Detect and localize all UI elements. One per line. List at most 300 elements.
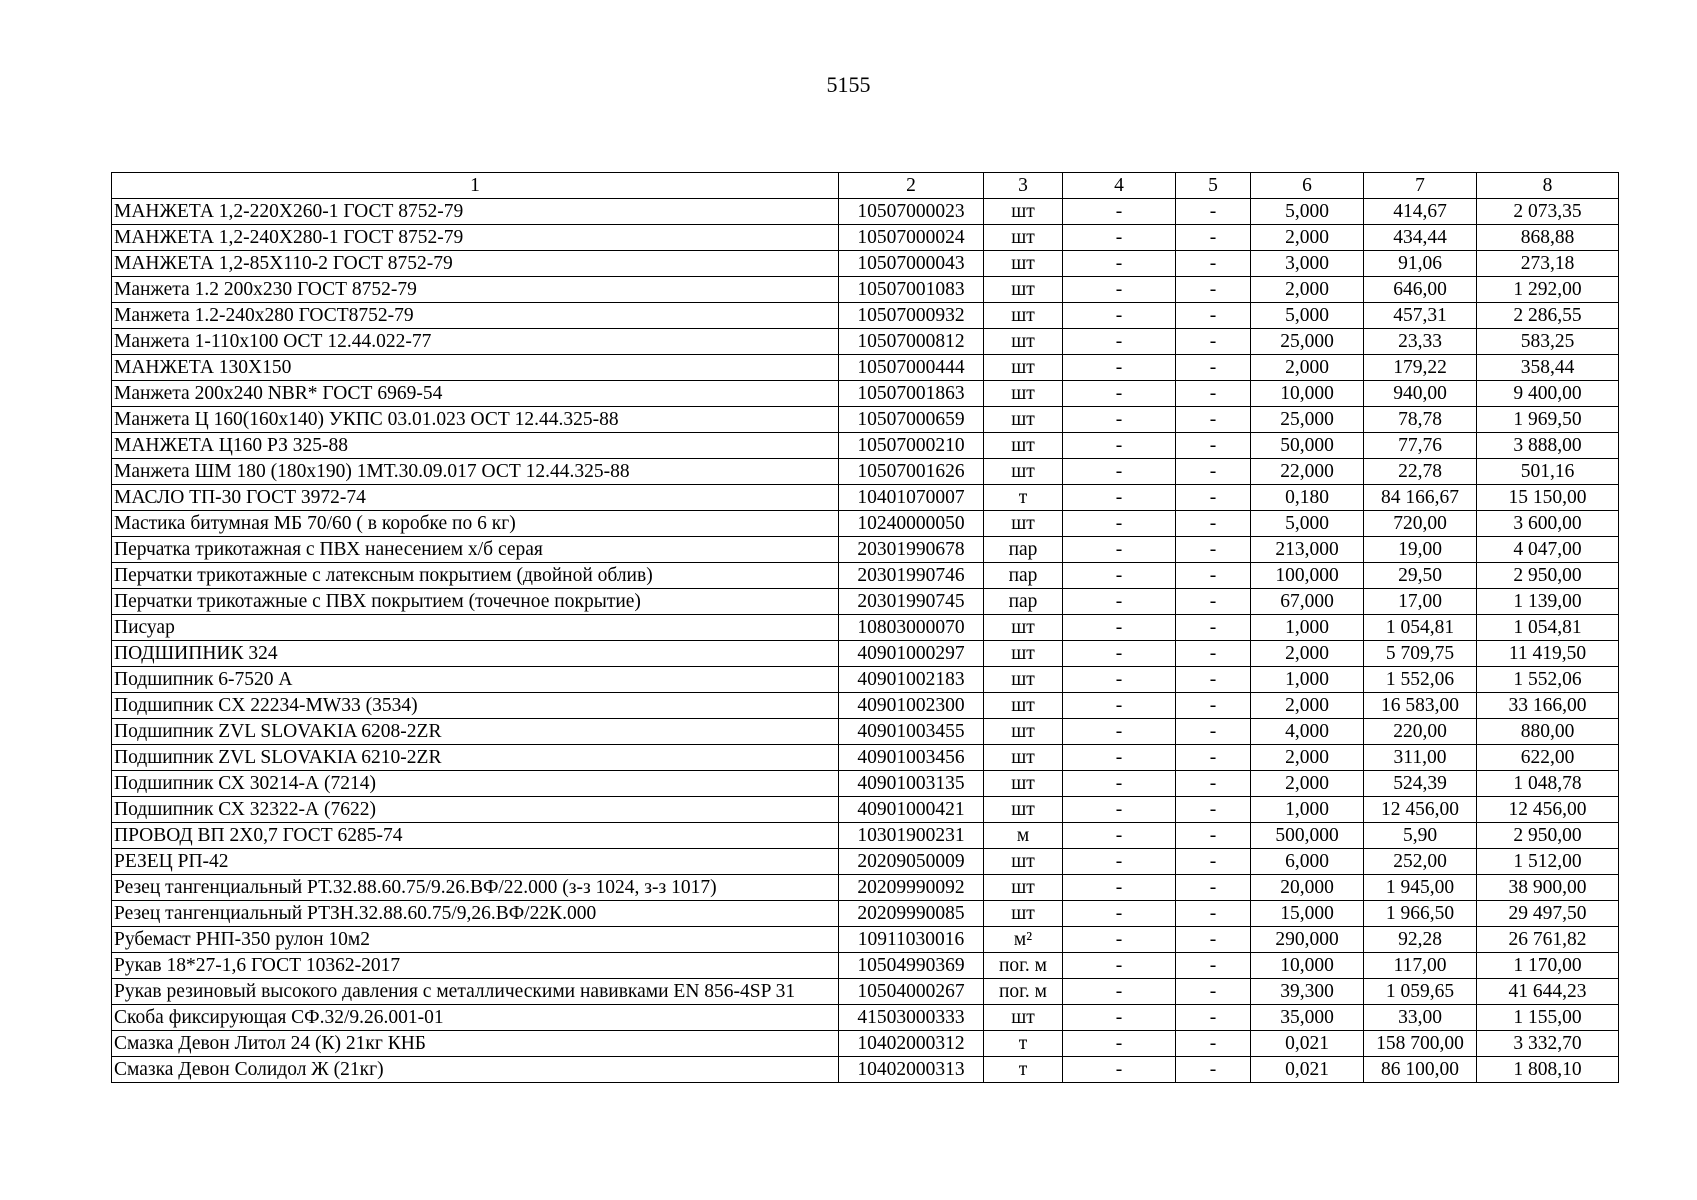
quantity-cell: 20,000 <box>1251 875 1364 901</box>
price-cell: 5 709,75 <box>1364 641 1477 667</box>
unit-cell: шт <box>984 407 1063 433</box>
item-code-cell: 20301990746 <box>839 563 984 589</box>
amount-cell: 358,44 <box>1477 355 1619 381</box>
unit-cell: шт <box>984 303 1063 329</box>
item-name-cell: Подшипник СХ 30214-А (7214) <box>112 771 839 797</box>
col4-cell: - <box>1063 511 1176 537</box>
col4-cell: - <box>1063 329 1176 355</box>
unit-cell: пар <box>984 589 1063 615</box>
amount-cell: 583,25 <box>1477 329 1619 355</box>
col4-cell: - <box>1063 199 1176 225</box>
col4-cell: - <box>1063 719 1176 745</box>
price-cell: 91,06 <box>1364 251 1477 277</box>
col5-cell: - <box>1176 225 1251 251</box>
item-name-cell: Подшипник 6-7520 А <box>112 667 839 693</box>
price-cell: 22,78 <box>1364 459 1477 485</box>
col5-cell: - <box>1176 745 1251 771</box>
item-name-cell: Подшипник ZVL SLOVAKIA 6210-2ZR <box>112 745 839 771</box>
quantity-cell: 10,000 <box>1251 953 1364 979</box>
price-cell: 23,33 <box>1364 329 1477 355</box>
amount-cell: 1 808,10 <box>1477 1057 1619 1083</box>
table-row <box>112 485 1619 511</box>
item-code-cell: 10507001863 <box>839 381 984 407</box>
price-cell: 78,78 <box>1364 407 1477 433</box>
page-number: 5155 <box>826 72 871 97</box>
item-name-cell: Подшипник ZVL SLOVAKIA 6208-2ZR <box>112 719 839 745</box>
col5-cell: - <box>1176 199 1251 225</box>
table-row <box>112 979 1619 1005</box>
item-name-cell: Подшипник CX 22234-MW33 (3534) <box>112 693 839 719</box>
price-cell: 1 966,50 <box>1364 901 1477 927</box>
item-code-cell: 10507000210 <box>839 433 984 459</box>
col5-cell: - <box>1176 1057 1251 1083</box>
amount-cell: 1 969,50 <box>1477 407 1619 433</box>
quantity-cell: 2,000 <box>1251 745 1364 771</box>
quantity-cell: 1,000 <box>1251 667 1364 693</box>
header-row <box>112 173 1619 199</box>
price-cell: 33,00 <box>1364 1005 1477 1031</box>
col5-cell: - <box>1176 485 1251 511</box>
item-code-cell: 10507000444 <box>839 355 984 381</box>
table-row <box>112 459 1619 485</box>
price-cell: 1 552,06 <box>1364 667 1477 693</box>
quantity-cell: 50,000 <box>1251 433 1364 459</box>
unit-cell: шт <box>984 901 1063 927</box>
amount-cell: 501,16 <box>1477 459 1619 485</box>
item-code-cell: 20209050009 <box>839 849 984 875</box>
col4-cell: - <box>1063 303 1176 329</box>
col4-cell: - <box>1063 407 1176 433</box>
quantity-cell: 6,000 <box>1251 849 1364 875</box>
amount-cell: 26 761,82 <box>1477 927 1619 953</box>
item-code-cell: 10507000023 <box>839 199 984 225</box>
col4-cell: - <box>1063 901 1176 927</box>
amount-cell: 1 512,00 <box>1477 849 1619 875</box>
price-cell: 434,44 <box>1364 225 1477 251</box>
item-name-cell: Рукав 18*27-1,6 ГОСТ 10362-2017 <box>112 953 839 979</box>
price-cell: 1 945,00 <box>1364 875 1477 901</box>
item-code-cell: 20301990678 <box>839 537 984 563</box>
col4-cell: - <box>1063 745 1176 771</box>
price-cell: 158 700,00 <box>1364 1031 1477 1057</box>
amount-cell: 1 054,81 <box>1477 615 1619 641</box>
amount-cell: 1 292,00 <box>1477 277 1619 303</box>
table-row <box>112 1005 1619 1031</box>
table-row <box>112 745 1619 771</box>
price-cell: 17,00 <box>1364 589 1477 615</box>
table-row <box>112 563 1619 589</box>
unit-cell: шт <box>984 1005 1063 1031</box>
quantity-cell: 2,000 <box>1251 771 1364 797</box>
item-name-cell: ПОДШИПНИК 324 <box>112 641 839 667</box>
unit-cell: м² <box>984 927 1063 953</box>
column-header: 1 <box>112 173 839 199</box>
col4-cell: - <box>1063 381 1176 407</box>
price-cell: 1 054,81 <box>1364 615 1477 641</box>
item-code-cell: 40901002183 <box>839 667 984 693</box>
col5-cell: - <box>1176 277 1251 303</box>
item-name-cell: Манжета 1.2-240х280 ГОСТ8752-79 <box>112 303 839 329</box>
table-row <box>112 849 1619 875</box>
amount-cell: 622,00 <box>1477 745 1619 771</box>
col4-cell: - <box>1063 849 1176 875</box>
col5-cell: - <box>1176 537 1251 563</box>
amount-cell: 273,18 <box>1477 251 1619 277</box>
unit-cell: пар <box>984 563 1063 589</box>
unit-cell: шт <box>984 433 1063 459</box>
item-code-cell: 40901003455 <box>839 719 984 745</box>
col5-cell: - <box>1176 953 1251 979</box>
price-cell: 311,00 <box>1364 745 1477 771</box>
item-name-cell: Рубемаст РНП-350 рулон 10м2 <box>112 927 839 953</box>
amount-cell: 1 170,00 <box>1477 953 1619 979</box>
unit-cell: шт <box>984 641 1063 667</box>
item-code-cell: 10507001626 <box>839 459 984 485</box>
item-code-cell: 40901003456 <box>839 745 984 771</box>
price-cell: 84 166,67 <box>1364 485 1477 511</box>
amount-cell: 1 155,00 <box>1477 1005 1619 1031</box>
table-row <box>112 927 1619 953</box>
col5-cell: - <box>1176 641 1251 667</box>
table-row <box>112 1031 1619 1057</box>
item-code-cell: 10402000312 <box>839 1031 984 1057</box>
item-name-cell: РЕЗЕЦ РП-42 <box>112 849 839 875</box>
unit-cell: т <box>984 1057 1063 1083</box>
col5-cell: - <box>1176 589 1251 615</box>
unit-cell: шт <box>984 511 1063 537</box>
quantity-cell: 3,000 <box>1251 251 1364 277</box>
col4-cell: - <box>1063 459 1176 485</box>
col5-cell: - <box>1176 329 1251 355</box>
col5-cell: - <box>1176 511 1251 537</box>
table-row <box>112 615 1619 641</box>
col4-cell: - <box>1063 693 1176 719</box>
item-name-cell: Писуар <box>112 615 839 641</box>
item-name-cell: МАСЛО ТП-30 ГОСТ 3972-74 <box>112 485 839 511</box>
quantity-cell: 67,000 <box>1251 589 1364 615</box>
item-name-cell: Перчатка трикотажная с ПВХ нанесением х/б серая <box>112 537 839 563</box>
quantity-cell: 0,180 <box>1251 485 1364 511</box>
item-code-cell: 41503000333 <box>839 1005 984 1031</box>
amount-cell: 15 150,00 <box>1477 485 1619 511</box>
col5-cell: - <box>1176 381 1251 407</box>
item-name-cell: Скоба фиксирующая СФ.32/9.26.001-01 <box>112 1005 839 1031</box>
col5-cell: - <box>1176 719 1251 745</box>
item-name-cell: Подшипник СХ 32322-А (7622) <box>112 797 839 823</box>
table-row <box>112 1057 1619 1083</box>
quantity-cell: 1,000 <box>1251 797 1364 823</box>
amount-cell: 2 073,35 <box>1477 199 1619 225</box>
col5-cell: - <box>1176 849 1251 875</box>
col4-cell: - <box>1063 355 1176 381</box>
item-name-cell: Смазка Девон Литол 24 (К) 21кг КНБ <box>112 1031 839 1057</box>
col4-cell: - <box>1063 1057 1176 1083</box>
quantity-cell: 2,000 <box>1251 225 1364 251</box>
item-name-cell: ПРОВОД ВП 2Х0,7 ГОСТ 6285-74 <box>112 823 839 849</box>
item-code-cell: 40901000421 <box>839 797 984 823</box>
amount-cell: 3 888,00 <box>1477 433 1619 459</box>
col5-cell: - <box>1176 251 1251 277</box>
amount-cell: 880,00 <box>1477 719 1619 745</box>
col4-cell: - <box>1063 277 1176 303</box>
unit-cell: шт <box>984 329 1063 355</box>
price-cell: 29,50 <box>1364 563 1477 589</box>
item-name-cell: МАНЖЕТА 1,2-220Х260-1 ГОСТ 8752-79 <box>112 199 839 225</box>
table-row <box>112 303 1619 329</box>
item-name-cell: Перчатки трикотажные с латексным покрытием (двойной облив) <box>112 563 839 589</box>
item-code-cell: 10504990369 <box>839 953 984 979</box>
col4-cell: - <box>1063 797 1176 823</box>
price-cell: 179,22 <box>1364 355 1477 381</box>
table-row <box>112 381 1619 407</box>
col4-cell: - <box>1063 875 1176 901</box>
column-header: 3 <box>984 173 1063 199</box>
amount-cell: 2 950,00 <box>1477 823 1619 849</box>
item-name-cell: Манжета ШМ 180 (180х190) 1МТ.30.09.017 ОСТ 12.44.325-88 <box>112 459 839 485</box>
col4-cell: - <box>1063 771 1176 797</box>
item-name-cell: Мастика битумная МБ 70/60 ( в коробке по 6 кг) <box>112 511 839 537</box>
amount-cell: 11 419,50 <box>1477 641 1619 667</box>
inventory-table <box>111 172 1619 1083</box>
col5-cell: - <box>1176 797 1251 823</box>
col4-cell: - <box>1063 485 1176 511</box>
item-code-cell: 10911030016 <box>839 927 984 953</box>
quantity-cell: 1,000 <box>1251 615 1364 641</box>
unit-cell: шт <box>984 667 1063 693</box>
item-code-cell: 20209990092 <box>839 875 984 901</box>
unit-cell: шт <box>984 459 1063 485</box>
item-code-cell: 10402000313 <box>839 1057 984 1083</box>
item-code-cell: 20209990085 <box>839 901 984 927</box>
unit-cell: м <box>984 823 1063 849</box>
col5-cell: - <box>1176 1005 1251 1031</box>
quantity-cell: 15,000 <box>1251 901 1364 927</box>
amount-cell: 2 950,00 <box>1477 563 1619 589</box>
item-code-cell: 10507000812 <box>839 329 984 355</box>
table-row <box>112 667 1619 693</box>
table-body <box>112 199 1619 1083</box>
amount-cell: 2 286,55 <box>1477 303 1619 329</box>
column-header: 5 <box>1176 173 1251 199</box>
quantity-cell: 2,000 <box>1251 693 1364 719</box>
item-name-cell: МАНЖЕТА 1,2-240Х280-1 ГОСТ 8752-79 <box>112 225 839 251</box>
amount-cell: 4 047,00 <box>1477 537 1619 563</box>
unit-cell: шт <box>984 745 1063 771</box>
price-cell: 12 456,00 <box>1364 797 1477 823</box>
item-name-cell: Манжета 1.2 200х230 ГОСТ 8752-79 <box>112 277 839 303</box>
column-header: 8 <box>1477 173 1619 199</box>
item-code-cell: 10803000070 <box>839 615 984 641</box>
unit-cell: шт <box>984 225 1063 251</box>
table-row <box>112 511 1619 537</box>
amount-cell: 29 497,50 <box>1477 901 1619 927</box>
price-cell: 414,67 <box>1364 199 1477 225</box>
column-header: 4 <box>1063 173 1176 199</box>
item-name-cell: Манжета 200х240 NBR* ГОСТ 6969-54 <box>112 381 839 407</box>
col4-cell: - <box>1063 641 1176 667</box>
amount-cell: 1 139,00 <box>1477 589 1619 615</box>
table-row <box>112 641 1619 667</box>
table-row <box>112 355 1619 381</box>
item-name-cell: Рукав резиновый высокого давления с металлическими навивками EN 856-4SP 31 <box>112 979 839 1005</box>
table-row <box>112 225 1619 251</box>
col4-cell: - <box>1063 589 1176 615</box>
quantity-cell: 10,000 <box>1251 381 1364 407</box>
price-cell: 1 059,65 <box>1364 979 1477 1005</box>
col5-cell: - <box>1176 459 1251 485</box>
col4-cell: - <box>1063 927 1176 953</box>
column-header: 6 <box>1251 173 1364 199</box>
item-name-cell: Резец тангенциальный РТ.32.88.60.75/9.26.ВФ/22.000 (з-з 1024, з-з 1017) <box>112 875 839 901</box>
unit-cell: шт <box>984 615 1063 641</box>
col4-cell: - <box>1063 225 1176 251</box>
price-cell: 86 100,00 <box>1364 1057 1477 1083</box>
item-name-cell: МАНЖЕТА 1,2-85Х110-2 ГОСТ 8752-79 <box>112 251 839 277</box>
col5-cell: - <box>1176 693 1251 719</box>
item-code-cell: 20301990745 <box>839 589 984 615</box>
item-name-cell: Перчатки трикотажные с ПВХ покрытием (точечное покрытие) <box>112 589 839 615</box>
col4-cell: - <box>1063 537 1176 563</box>
unit-cell: т <box>984 485 1063 511</box>
col4-cell: - <box>1063 667 1176 693</box>
quantity-cell: 500,000 <box>1251 823 1364 849</box>
price-cell: 5,90 <box>1364 823 1477 849</box>
table-row <box>112 771 1619 797</box>
col5-cell: - <box>1176 433 1251 459</box>
unit-cell: шт <box>984 719 1063 745</box>
unit-cell: шт <box>984 277 1063 303</box>
unit-cell: шт <box>984 875 1063 901</box>
table-row <box>112 719 1619 745</box>
item-name-cell: Резец тангенциальный РТЗН.32.88.60.75/9,26.ВФ/22К.000 <box>112 901 839 927</box>
table-row <box>112 953 1619 979</box>
unit-cell: шт <box>984 251 1063 277</box>
quantity-cell: 39,300 <box>1251 979 1364 1005</box>
unit-cell: пог. м <box>984 953 1063 979</box>
col4-cell: - <box>1063 953 1176 979</box>
quantity-cell: 22,000 <box>1251 459 1364 485</box>
price-cell: 16 583,00 <box>1364 693 1477 719</box>
unit-cell: шт <box>984 199 1063 225</box>
col4-cell: - <box>1063 251 1176 277</box>
price-cell: 220,00 <box>1364 719 1477 745</box>
amount-cell: 3 332,70 <box>1477 1031 1619 1057</box>
item-name-cell: Манжета 1-110х100 ОСТ 12.44.022-77 <box>112 329 839 355</box>
price-cell: 252,00 <box>1364 849 1477 875</box>
amount-cell: 868,88 <box>1477 225 1619 251</box>
item-code-cell: 40901000297 <box>839 641 984 667</box>
table-row <box>112 329 1619 355</box>
col4-cell: - <box>1063 1031 1176 1057</box>
col5-cell: - <box>1176 979 1251 1005</box>
col4-cell: - <box>1063 823 1176 849</box>
column-header: 2 <box>839 173 984 199</box>
quantity-cell: 100,000 <box>1251 563 1364 589</box>
col5-cell: - <box>1176 1031 1251 1057</box>
col4-cell: - <box>1063 433 1176 459</box>
quantity-cell: 0,021 <box>1251 1031 1364 1057</box>
col5-cell: - <box>1176 901 1251 927</box>
item-code-cell: 10301900231 <box>839 823 984 849</box>
col5-cell: - <box>1176 875 1251 901</box>
unit-cell: шт <box>984 355 1063 381</box>
item-code-cell: 10240000050 <box>839 511 984 537</box>
unit-cell: шт <box>984 771 1063 797</box>
item-code-cell: 10507000659 <box>839 407 984 433</box>
item-code-cell: 10507000024 <box>839 225 984 251</box>
quantity-cell: 2,000 <box>1251 355 1364 381</box>
item-code-cell: 40901003135 <box>839 771 984 797</box>
table-row <box>112 875 1619 901</box>
item-name-cell: Смазка Девон Солидол Ж (21кг) <box>112 1057 839 1083</box>
amount-cell: 12 456,00 <box>1477 797 1619 823</box>
item-code-cell: 10504000267 <box>839 979 984 1005</box>
item-name-cell: МАНЖЕТА Ц160 РЗ 325-88 <box>112 433 839 459</box>
unit-cell: шт <box>984 381 1063 407</box>
price-cell: 117,00 <box>1364 953 1477 979</box>
item-name-cell: МАНЖЕТА 130Х150 <box>112 355 839 381</box>
price-cell: 940,00 <box>1364 381 1477 407</box>
amount-cell: 33 166,00 <box>1477 693 1619 719</box>
unit-cell: шт <box>984 797 1063 823</box>
unit-cell: шт <box>984 849 1063 875</box>
price-cell: 92,28 <box>1364 927 1477 953</box>
quantity-cell: 35,000 <box>1251 1005 1364 1031</box>
unit-cell: пар <box>984 537 1063 563</box>
amount-cell: 41 644,23 <box>1477 979 1619 1005</box>
col4-cell: - <box>1063 615 1176 641</box>
price-cell: 457,31 <box>1364 303 1477 329</box>
quantity-cell: 0,021 <box>1251 1057 1364 1083</box>
price-cell: 646,00 <box>1364 277 1477 303</box>
column-header: 7 <box>1364 173 1477 199</box>
table-row <box>112 797 1619 823</box>
item-code-cell: 10401070007 <box>839 485 984 511</box>
quantity-cell: 5,000 <box>1251 199 1364 225</box>
col4-cell: - <box>1063 1005 1176 1031</box>
quantity-cell: 4,000 <box>1251 719 1364 745</box>
quantity-cell: 5,000 <box>1251 511 1364 537</box>
amount-cell: 1 048,78 <box>1477 771 1619 797</box>
quantity-cell: 25,000 <box>1251 407 1364 433</box>
quantity-cell: 213,000 <box>1251 537 1364 563</box>
item-name-cell: Манжета Ц 160(160х140) УКПС 03.01.023 ОСТ 12.44.325-88 <box>112 407 839 433</box>
table-row <box>112 589 1619 615</box>
col5-cell: - <box>1176 823 1251 849</box>
item-code-cell: 10507000043 <box>839 251 984 277</box>
quantity-cell: 5,000 <box>1251 303 1364 329</box>
unit-cell: пог. м <box>984 979 1063 1005</box>
col5-cell: - <box>1176 563 1251 589</box>
price-cell: 524,39 <box>1364 771 1477 797</box>
col5-cell: - <box>1176 771 1251 797</box>
col5-cell: - <box>1176 615 1251 641</box>
item-code-cell: 40901002300 <box>839 693 984 719</box>
amount-cell: 38 900,00 <box>1477 875 1619 901</box>
quantity-cell: 25,000 <box>1251 329 1364 355</box>
table-row <box>112 537 1619 563</box>
quantity-cell: 2,000 <box>1251 277 1364 303</box>
price-cell: 77,76 <box>1364 433 1477 459</box>
quantity-cell: 2,000 <box>1251 641 1364 667</box>
quantity-cell: 290,000 <box>1251 927 1364 953</box>
unit-cell: т <box>984 1031 1063 1057</box>
item-code-cell: 10507001083 <box>839 277 984 303</box>
col5-cell: - <box>1176 667 1251 693</box>
table-row <box>112 251 1619 277</box>
col5-cell: - <box>1176 407 1251 433</box>
table-row <box>112 693 1619 719</box>
